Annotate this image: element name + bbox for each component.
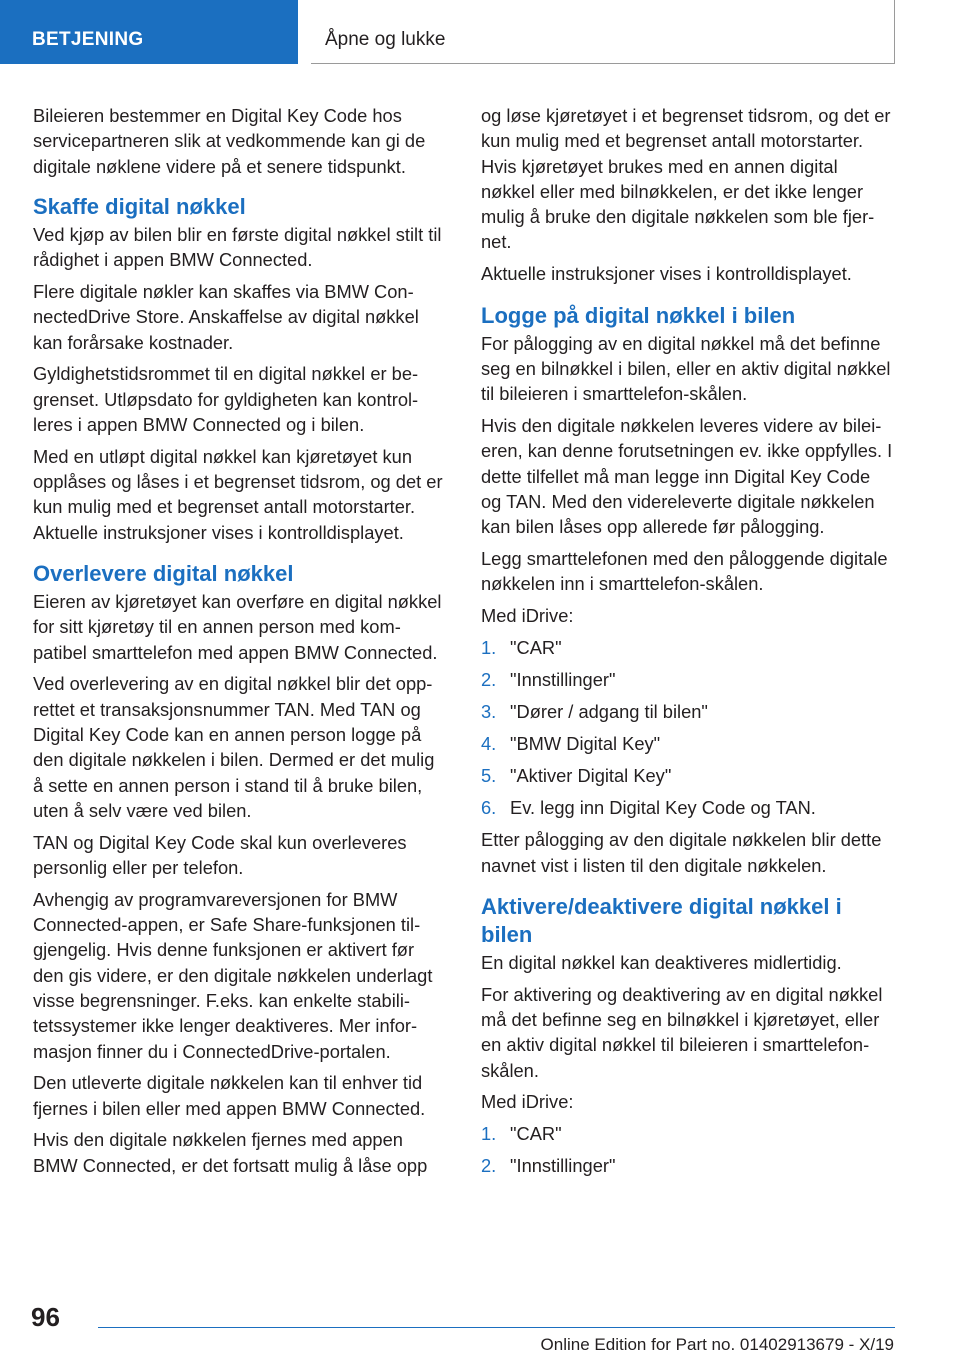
section-heading-overlevere: Overlevere digital nøkkel [33, 560, 294, 586]
idrive-steps-login [481, 635, 895, 821]
step-number: 5. [481, 765, 497, 787]
step-text: "Innstillinger" [510, 1155, 616, 1177]
paragraph: Ved kjøp av bilen blir en første digital nøkkel stilt til rådighet i appen BMW Connected. [33, 223, 442, 271]
step-item [481, 763, 895, 788]
paragraph: Ved overlevering av en digital nøkkel blir det opprettet et transaksjonsnummer TAN. Med TAN og Digital Key Code kan en annen person logge på den digitale nøkkelen i bilen. Dermed er det mulig å sette en annen person i stand til å bruke bilen, uten å selv være ved bilen. [33, 673, 435, 821]
paragraph: Hvis den digitale nøkkelen leveres videre av bileieren, kan denne forutsetningen ev. ikke oppfylles. I dette tilfellet må man legge inn Digital Key Code og TAN. Med den videreleverte digitale nøkkelen kan bilen låses opp allerede før pålogging. [481, 414, 893, 538]
step-text: Ev. legg inn Digital Key Code og TAN. [510, 797, 816, 819]
paragraph: Med iDrive: [481, 1091, 574, 1113]
left-column [33, 103, 448, 1184]
step-item [481, 699, 895, 724]
paragraph: Hvis den digitale nøkkelen fjernes med appen BMW Connected, er det fortsatt mulig å låse opp [33, 1129, 428, 1176]
step-number: 2. [481, 668, 497, 690]
header-title: Åpne og lukke [325, 29, 446, 50]
paragraph: Med en utløpt digital nøkkel kan kjøretøyet kun opplåses og låses i et begrenset tidsrom, og det er kun mulig med et begrenset antall motorstarter. Aktuelle instruksjoner vises i kontrolldisplayet. [33, 445, 443, 543]
step-text: "CAR" [510, 636, 562, 658]
step-number: 6. [481, 797, 497, 819]
paragraph: Den utleverte digitale nøkkelen kan til enhver tid fjernes i bilen eller med appen BMW Connected. [33, 1072, 426, 1119]
step-item [481, 1121, 895, 1146]
paragraph: Flere digitale nøkler kan skaffes via BMW ConnectedDrive Store. Anskaffelse av digital nøkkel kan forårsake kostnader. [33, 280, 419, 353]
footer-edition: Online Edition for Part no. 01402913679 - X/19 [540, 1335, 894, 1354]
paragraph: En digital nøkkel kan deaktiveres midlertidig. [481, 952, 842, 973]
page-number: 96 [31, 1302, 60, 1332]
footer-divider [98, 1327, 895, 1328]
paragraph: Eieren av kjøretøyet kan overføre en digital nøkkel for sitt kjøretøy til en annen person med kompatibel smarttelefon med appen BMW Connected. [33, 590, 442, 663]
idrive-steps-activate [481, 1121, 895, 1178]
section-heading-aktivere: Aktivere/deaktivere digital nøkkel i bilen [481, 894, 842, 947]
step-item [481, 1153, 895, 1178]
step-item [481, 731, 895, 756]
header-title-box [311, 0, 895, 64]
paragraph: Avhengig av programvareversjonen for BMW Connected-appen, er Safe Share-funksjonen tilgjengelig. Hvis denne funksjonen er aktivert før den gis videre, er den digitale nøkkelen underlagt visse begrensninger. F.eks. kan enkelte stabilitetssystemer ikke lenger deaktiveres. Mer informasjon finner du i ConnectedDrive-portalen. [33, 888, 433, 1062]
step-number: 2. [481, 1155, 497, 1177]
step-text: "CAR" [510, 1123, 562, 1145]
right-column [481, 103, 895, 1185]
step-number: 3. [481, 701, 497, 723]
step-item [481, 667, 895, 692]
paragraph: Med iDrive: [481, 605, 574, 627]
step-item [481, 635, 895, 660]
header-section-label: BETJENING [32, 29, 144, 50]
paragraph: Etter pålogging av den digitale nøkkelen blir dette navnet vist i listen til den digitale nøkkelen. [481, 829, 882, 876]
paragraph: Bileieren bestemmer en Digital Key Code hos servicepartneren slik at vedkommende kan gi de digitale nøklene videre på et senere tidspunkt. [33, 105, 426, 177]
step-item [481, 795, 895, 820]
paragraph: Gyldighetstidsrommet til en digital nøkkel er begrenset. Utløpsdato for gyldigheten kan kontrolleres i appen BMW Connected og i bilen. [33, 363, 419, 435]
step-number: 1. [481, 636, 497, 658]
header-section-tab [0, 0, 298, 64]
step-text: "Innstillinger" [510, 668, 616, 690]
paragraph: Legg smarttelefonen med den påloggende digitale nøkkelen inn i smarttelefon-skålen. [481, 547, 888, 595]
paragraph: For pålogging av en digital nøkkel må det befinne seg en bilnøkkel i bilen, eller en aktiv digital nøkkel til bileieren i smarttelefon-skålen. [481, 332, 891, 405]
paragraph: TAN og Digital Key Code skal kun overleveres personlig eller per telefon. [33, 831, 407, 878]
paragraph: og løse kjøretøyet i et begrenset tidsrom, og det er kun mulig med et begrenset antall motorstarter. Hvis kjøretøyet brukes med en annen digital nøkkel eller med bilnøkkelen, er det ikke lenger mulig å bruke den digitale nøkkelen som ble fjernet. [481, 105, 891, 253]
section-heading-skaffe: Skaffe digital nøkkel [33, 193, 246, 219]
step-number: 4. [481, 733, 497, 755]
paragraph: For aktivering og deaktivering av en digital nøkkel må det befinne seg en bilnøkkel i kjøretøyet, eller en aktiv digital nøkkel til bileieren i smarttelefonskålen. [481, 983, 883, 1081]
section-heading-logge: Logge på digital nøkkel i bilen [481, 302, 796, 328]
step-text: "BMW Digital Key" [510, 733, 661, 755]
step-text: "Dører / adgang til bilen" [510, 701, 708, 723]
step-text: "Aktiver Digital Key" [510, 765, 672, 787]
step-number: 1. [481, 1123, 497, 1145]
paragraph: Aktuelle instruksjoner vises i kontrolldisplayet. [481, 263, 852, 285]
